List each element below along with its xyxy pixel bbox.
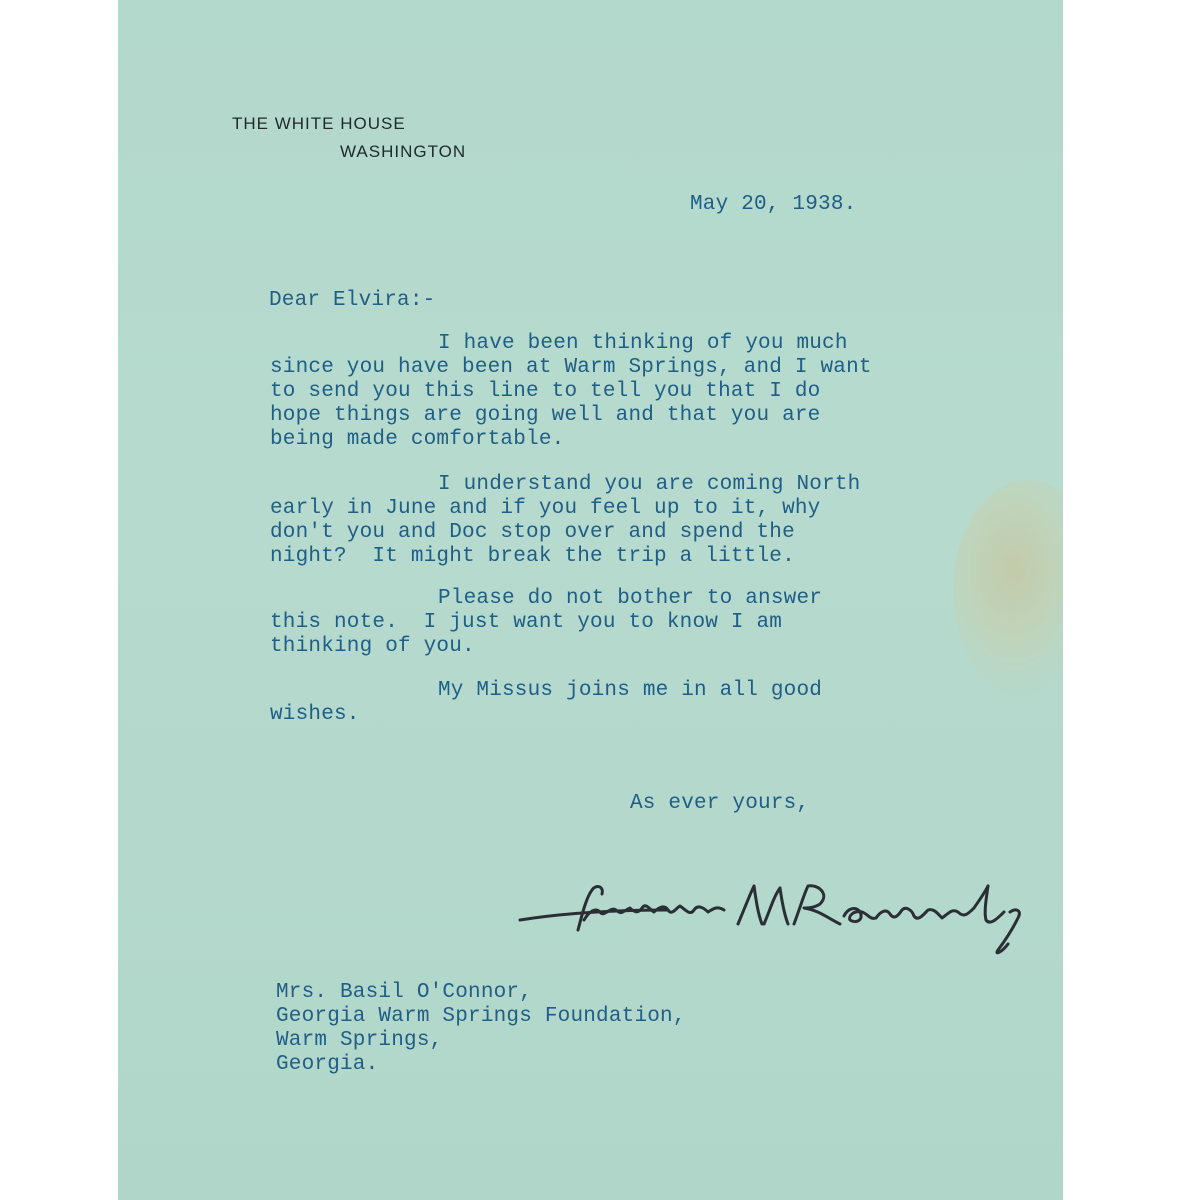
body-line: since you have been at Warm Springs, and I want	[270, 356, 872, 379]
address-line: Georgia.	[276, 1053, 379, 1076]
signature	[518, 880, 1063, 960]
address-line: Warm Springs,	[276, 1029, 443, 1052]
body-line: I have been thinking of you much	[438, 332, 848, 355]
body-line: My Missus joins me in all good	[438, 679, 823, 702]
letterhead-line-2: WASHINGTON	[340, 142, 467, 161]
body-line: this note. I just want you to know I am	[270, 611, 783, 634]
body-line: Please do not bother to answer	[438, 587, 823, 610]
body-line: early in June and if you feel up to it, why	[270, 497, 821, 520]
salutation: Dear Elvira:-	[269, 289, 436, 312]
body-line: night? It might break the trip a little.	[270, 545, 795, 568]
address-line: Georgia Warm Springs Foundation,	[276, 1005, 686, 1028]
body-line: hope things are going well and that you are	[270, 404, 821, 427]
body-line: don't you and Doc stop over and spend the	[270, 521, 795, 544]
letterhead-line-1: THE WHITE HOUSE	[232, 114, 406, 133]
letter-date: May 20, 1938.	[690, 193, 857, 216]
letter-paper	[118, 0, 1063, 1200]
body-line: to send you this line to tell you that I do	[270, 380, 821, 403]
paper-stain	[953, 480, 1063, 700]
body-line: thinking of you.	[270, 635, 475, 658]
body-line: being made comfortable.	[270, 428, 565, 451]
address-line: Mrs. Basil O'Connor,	[276, 981, 533, 1004]
body-line: wishes.	[270, 703, 360, 726]
body-line: I understand you are coming North	[438, 473, 861, 496]
closing: As ever yours,	[630, 792, 810, 815]
